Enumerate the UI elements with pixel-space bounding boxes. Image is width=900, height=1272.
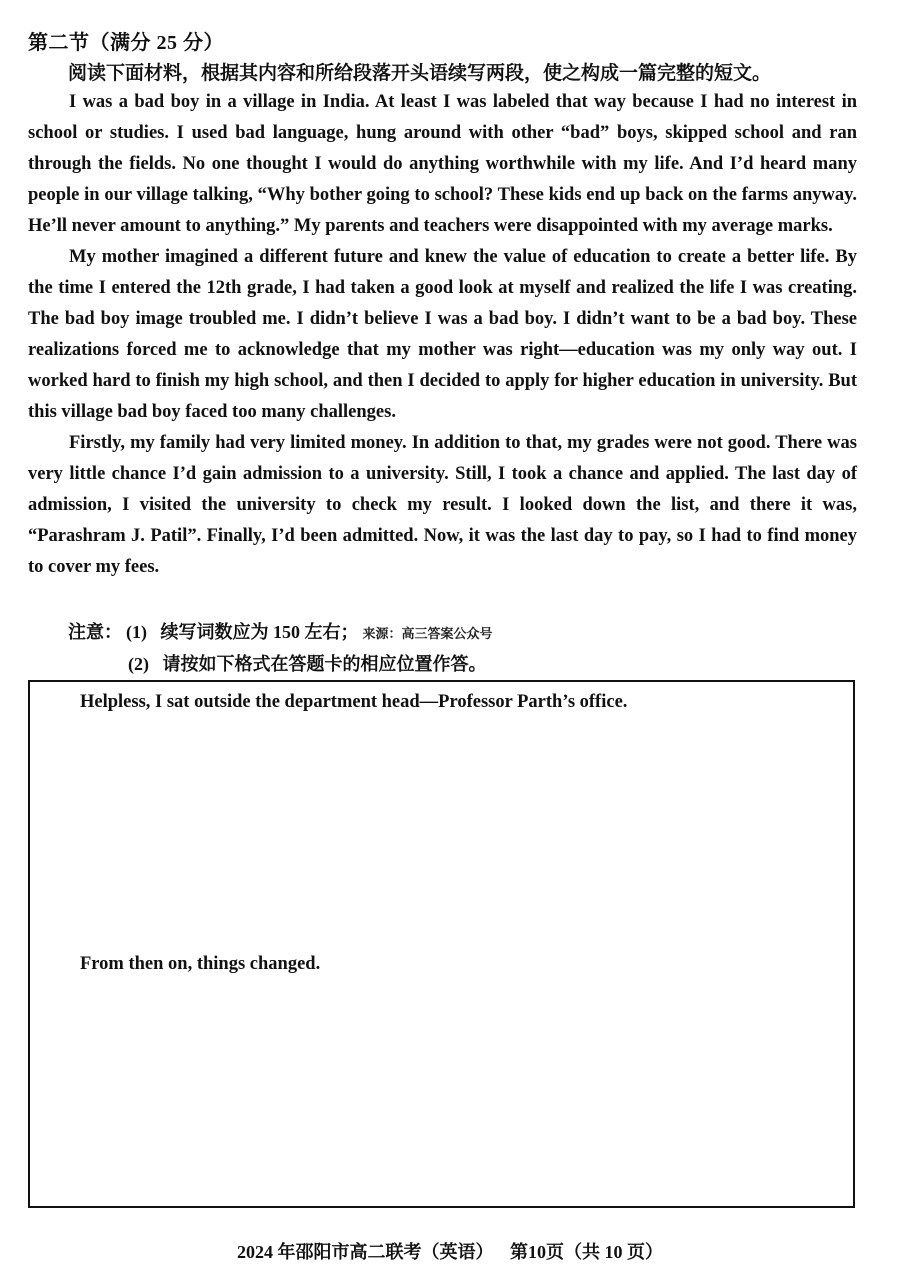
note-number-1: (1): [126, 622, 147, 642]
answer-box[interactable]: [28, 680, 855, 1208]
task-instruction: 阅读下面材料，根据其内容和所给段落开头语续写两段，使之构成一篇完整的短文。: [68, 63, 772, 84]
note-row-1: [68, 616, 493, 648]
paragraph-2-opening: From then on, things changed.: [80, 954, 321, 974]
footer-exam-title: 2024 年邵阳市高二联考（英语）: [237, 1242, 494, 1262]
note-text-2: 请按如下格式在答题卡的相应位置作答。: [162, 654, 487, 674]
section-heading: 第二节（满分 25 分）: [28, 32, 224, 54]
page-footer: [0, 1238, 900, 1264]
notes-block: [68, 616, 493, 680]
source-watermark: 来源：高三答案公众号: [362, 626, 493, 641]
passage-paragraph-2: My mother imagined a different future and knew the value of education to create a better life. By the time I entered the 12th grade, I had taken a good look at myself and realized the life I was creating. The bad boy image troubled me. I didn’t believe I was a bad boy. I didn’t want to be a bad boy. These realizations forced me to acknowledge that my mother was right—education was my only way out. I worked hard to finish my high school, and then I decided to apply for higher education in university. But this village bad boy faced too many challenges.: [28, 247, 857, 422]
note-text-1: 续写词数应为 150 左右；: [160, 622, 359, 642]
notes-label: 注意：: [68, 622, 122, 642]
paragraph-1-opening: Helpless, I sat outside the department head—Professor Parth’s office.: [80, 692, 628, 712]
note-row-2: [68, 648, 493, 680]
footer-page-number: 第10页（共 10 页）: [510, 1242, 663, 1262]
reading-passage: [28, 87, 857, 583]
note-number-2: (2): [128, 654, 149, 674]
passage-paragraph-3: Firstly, my family had very limited money. In addition to that, my grades were not good. There was very little chance I’d gain admission to a university. Still, I took a chance and applied. The last day of admission, I visited the university to check my result. I looked down the list, and there it was, “Parashram J. Patil”. Finally, I’d been admitted. Now, it was the last day to pay, so I had to find money to cover my fees.: [28, 433, 857, 577]
passage-paragraph-1: I was a bad boy in a village in India. At least I was labeled that way because I had no interest in school or studies. I used bad language, hung around with other “bad” boys, skipped school and ran through the fields. No one thought I would do anything worthwhile with my life. And I’d heard many people in our village talking, “Why bother going to school? These kids end up back on the farms anyway. He’ll never amount to anything.” My parents and teachers were disappointed with my average marks.: [28, 92, 857, 236]
